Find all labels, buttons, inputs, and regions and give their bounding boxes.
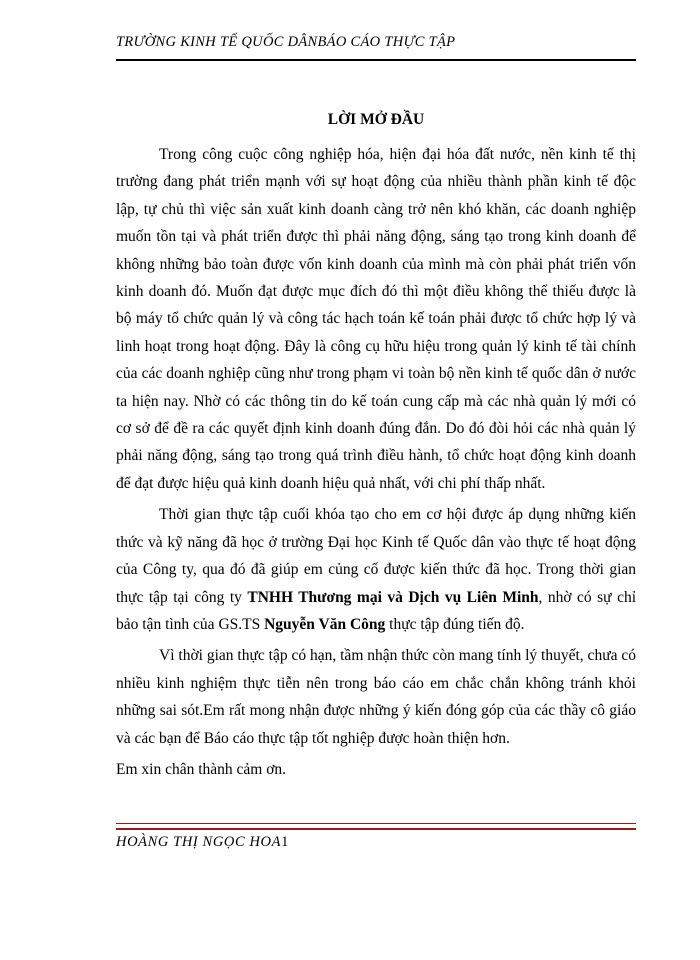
document-body	[116, 141, 636, 783]
page-number: 1	[281, 834, 289, 850]
footer-author: HOÀNG THỊ NGỌC HOA	[116, 834, 282, 850]
footer-divider	[116, 823, 636, 830]
paragraph-internship-text-3: thực tập đúng tiến độ.	[385, 615, 525, 633]
company-name: TNHH Thương mại và Dịch vụ Liên Minh	[247, 588, 539, 606]
advisor-name: Nguyễn Văn Công	[264, 615, 386, 633]
header-divider	[116, 59, 636, 61]
closing-line: Em xin chân thành cảm ơn.	[116, 760, 287, 778]
page-title: LỜI MỞ ĐẦU	[327, 111, 425, 128]
page-footer	[116, 834, 288, 851]
paragraph-internship	[116, 501, 636, 638]
paragraph-internship-text-2: , nhờ có sự chỉ bảo tận tình của GS.TS	[116, 588, 636, 633]
page-header: TRƯỜNG KINH TẾ QUỐC DÂNBÁO CÁO THỰC TẬP	[116, 34, 456, 50]
paragraph-introduction: Trong công cuộc công nghiệp hóa, hiện đại hóa đất nước, nền kinh tế thị trường đang phát triển mạnh với sự hoạt động của nhiều thành phần kinh tế độc lập, tự chủ thì việc sản xuất kinh doanh càng trở nên khó khăn, các doanh nghiệp muốn tồn tại và phát triển được thì phải năng động, sáng tạo trong kinh doanh để không những bảo toàn được vốn kinh doanh của mình mà còn phải phát triển vốn kinh doanh đó. Muốn đạt được mục đích đó thì một điều không thể thiếu được là bộ máy tổ chức quản lý và công tác hạch toán kế toán phải được tổ chức hợp lý và linh hoạt trong hoạt động. Đây là công cụ hữu hiệu trong quản lý kinh tế tài chính của các doanh nghiệp cũng như trong phạm vi toàn bộ nền kinh tế quốc dân ở nước ta hiện nay. Nhờ có các thông tin do kế toán cung cấp mà các nhà quản lý mới có cơ sở để đề ra các quyết định kinh doanh đúng đắn. Do đó đòi hỏi các nhà quản lý phải năng động, sáng tạo trong quá trình điều hành, tổ chức hoạt động kinh doanh để đạt được hiệu quả kinh doanh hiệu quả nhất, với chi phí thấp nhất.	[116, 146, 636, 492]
paragraph-limitations: Vì thời gian thực tập có hạn, tầm nhận thức còn mang tính lý thuyết, chưa có nhiều kinh nghiệm thực tiễn nên trong báo cáo em chắc chắn không tránh khỏi những sai sót.Em rất mong nhận được những ý kiến đóng góp của các thầy cô giáo và các bạn để Báo cáo thực tập tốt nghiệp được hoàn thiện hơn.	[116, 647, 636, 747]
paragraph-internship-text-1: Thời gian thực tập cuối khóa tạo cho em cơ hội được áp dụng những kiến thức và kỹ năng đã học ở trường Đại học Kinh tế Quốc dân vào thực tế hoạt động của Công ty, qua đó đã giúp em củng cố được kiến thức đã học. Trong thời gian thực tập tại công ty	[116, 506, 636, 606]
